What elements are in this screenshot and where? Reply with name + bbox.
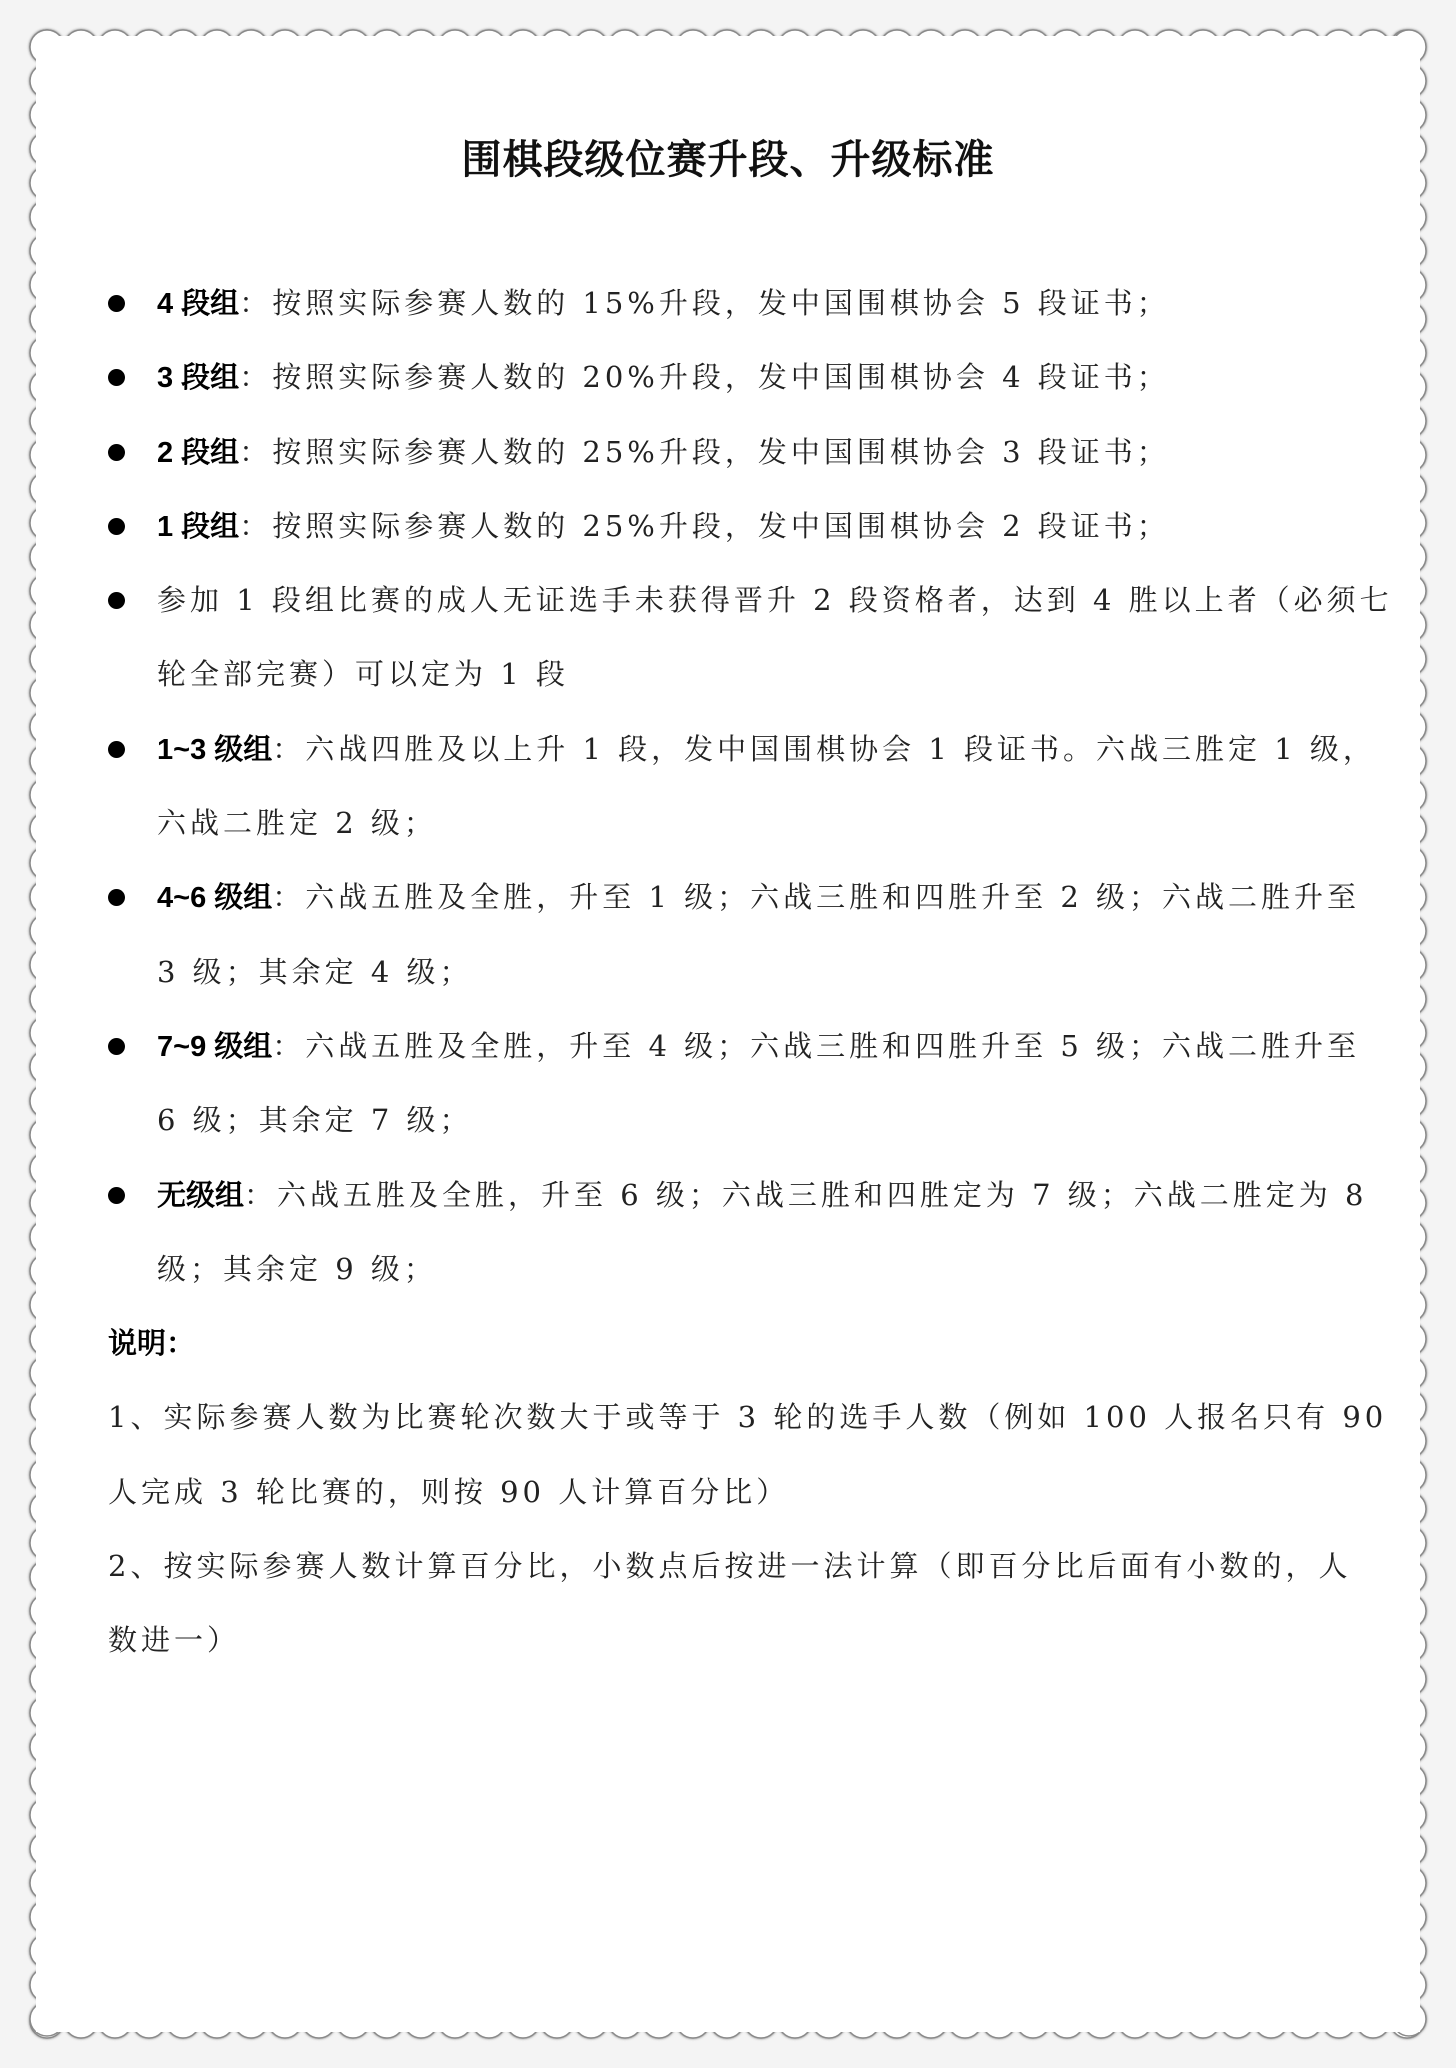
bullet-icon [108,1038,125,1055]
note-line: 1、实际参赛人数为比赛轮次数大于或等于 3 轮的选手人数（例如 100 人报名只有 90 [108,1400,1388,1435]
bullet-item [0,340,1456,414]
item-text: ：按照实际参赛人数的 25%升段，发中国围棋协会 3 段证书； [239,434,1170,469]
item-text: 参加 1 段组比赛的成人无证选手未获得晋升 2 段资格者，达到 4 胜以上者（必须七 [157,583,1393,618]
item-text: 轮全部完赛）可以定为 1 段 [157,657,569,692]
note-line: 2、按实际参赛人数计算百分比，小数点后按进一法计算（即百分比后面有小数的，人 [108,1549,1352,1584]
item-label: 1 段组 [157,510,240,543]
bullet-icon [108,592,125,609]
item-label: 4~6 级组 [157,882,273,915]
bullet-item [0,860,1456,934]
item-text: 六战二胜定 2 级； [157,806,437,841]
bullet-item [0,1009,1456,1083]
item-text: 6 级；其余定 7 级； [157,1103,473,1138]
document-body [0,266,1456,1678]
item-text: 级；其余定 9 级； [157,1251,437,1286]
bullet-item-continuation [0,1232,1456,1306]
bullet-icon [108,295,125,312]
item-label: 4 段组 [157,288,240,320]
item-label: 1~3 级组 [157,733,273,766]
page-title: 围棋段级位赛升段、升级标准 [461,137,995,183]
bullet-icon [108,889,125,906]
bullet-item [0,712,1456,786]
bullet-icon [108,1187,125,1204]
item-label: 2 段组 [157,436,240,469]
item-text: ：六战四胜及以上升 1 段，发中国围棋协会 1 段证书。六战三胜定 1 级， [272,731,1376,766]
bullet-item [0,1158,1456,1232]
item-label: 3 段组 [157,362,240,395]
bullet-icon [108,444,125,461]
bullet-item [0,489,1456,563]
bullet-icon [108,741,125,758]
item-text: ：六战五胜及全胜，升至 4 级；六战三胜和四胜升至 5 级；六战二胜升至 [272,1028,1361,1063]
bullet-icon [108,369,125,386]
bullet-item [0,266,1456,340]
note-line: 人完成 3 轮比赛的，则按 90 人计算百分比） [108,1474,790,1509]
item-text: ：按照实际参赛人数的 15%升段，发中国围棋协会 5 段证书； [239,286,1170,320]
note-line: 数进一） [108,1623,241,1658]
bullet-item [0,563,1456,637]
item-text: ：六战五胜及全胜，升至 6 级；六战三胜和四胜定为 7 级；六战二胜定为 8 [244,1177,1368,1212]
item-label: 无级组 [157,1179,245,1212]
bullet-item-continuation [0,1083,1456,1157]
bullet-item-continuation [0,786,1456,860]
item-text: 3 级；其余定 4 级； [157,954,473,989]
bullet-item-continuation [0,637,1456,711]
item-text: ：按照实际参赛人数的 20%升段，发中国围棋协会 4 段证书； [239,360,1170,395]
bullet-item-continuation [0,935,1456,1009]
bullet-icon [108,518,125,535]
item-text: ：六战五胜及全胜，升至 1 级；六战三胜和四胜升至 2 级；六战二胜升至 [272,880,1361,915]
item-text: ：按照实际参赛人数的 25%升段，发中国围棋协会 2 段证书； [239,508,1170,543]
notes-heading: 说明： [108,1328,196,1361]
bullet-item [0,415,1456,489]
item-label: 7~9 级组 [157,1030,273,1063]
